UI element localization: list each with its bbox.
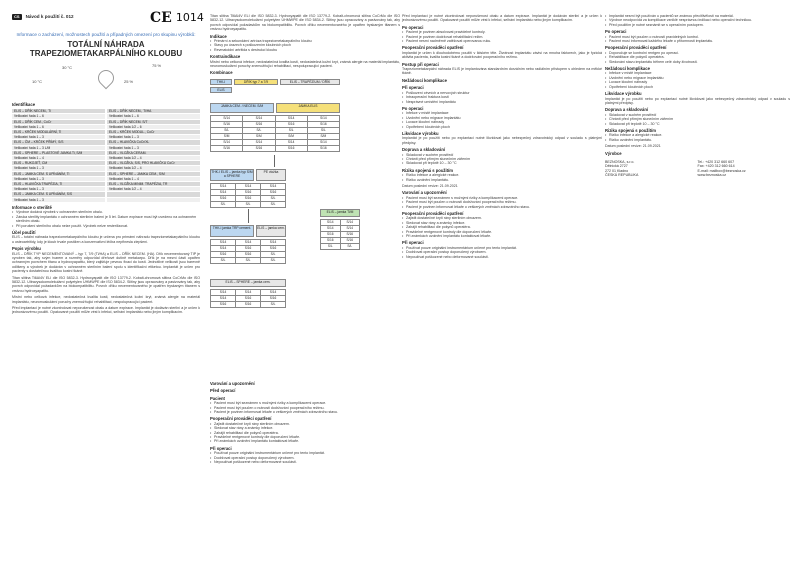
col3-op-list [402, 246, 602, 259]
diagram-cell: S/16 [243, 146, 275, 152]
diagram-cell: S/L [211, 128, 243, 134]
column-2 [210, 14, 400, 559]
warning-heading: Varování a upozornění [210, 380, 255, 386]
complications-sub: Při operaci [402, 85, 424, 91]
identification-cell: Velikostní řada 1 – 4 [107, 177, 200, 181]
diagram-cell: S/16 [341, 238, 361, 244]
warning-item: • Pacient musí být seznámen s možnými riziky a komplikacemi operace. [402, 196, 602, 200]
diagram-cell: S/14 [243, 140, 275, 146]
identification-table [12, 109, 200, 203]
risks-list [402, 173, 602, 182]
operation-item: • Používat pouze originální instrumentárium určené pro tento implantát. [402, 246, 602, 250]
complication-item: • Intraoperační fraktura kosti [402, 95, 602, 99]
col4-disposal-text: Implantát je po použití nebo po explantaci nutné likvidovat jako nebezpečný zdravotnický odpad v souladu s platnými předpisy. [605, 96, 790, 105]
warning-item: • Pacient je povinen informovat lékaře o veškerých změnách zdravotního stavu. [402, 205, 602, 209]
col4-complication-item: • Uvolnění nebo migrace implantátu [605, 76, 790, 80]
humidity-min: 25 % [124, 78, 134, 84]
warning-list [210, 401, 400, 414]
identification-cell: Velikostní řada 1/2 – 4 [107, 187, 200, 191]
diagram-cell: S/14 [211, 290, 236, 296]
col4-complication-item: • Opotřebení kloubních ploch [605, 85, 790, 89]
operation-item: • Používat pouze originální instrumentárium určené pro tento implantát. [210, 451, 400, 455]
diagram-cell: S/16 [211, 196, 236, 202]
diagram-cell: S/16 [243, 122, 275, 128]
humidity-max: 75 % [152, 62, 162, 68]
operation-item: • Dodržovat operační postup doporučený výrobcem. [402, 250, 602, 254]
after-op-item: • Pacient nesmí nadměrně zatěžovat operovanou ruku. [402, 39, 602, 43]
diagram-cell: S/16 [261, 190, 286, 196]
identification-cell: ELIS – KRČEK MODULÁRNÍ, Ti [12, 130, 105, 134]
transport-heading: Doprava a skladování [402, 147, 446, 153]
diagram-green-2: ELIS – jamka Ti/M [320, 209, 360, 217]
diagram-cell: S/16 [211, 146, 243, 152]
procedure-op-heading: Postup při operaci [402, 61, 439, 67]
col4-transport-item: • Chránit před přímým slunečním zářením [605, 117, 790, 121]
complication-item: • Poškození cévních a nervových struktur [402, 91, 602, 95]
identification-cell: ELIS – JAMKA CEM. S UPÍNÁNÍM, S/S [12, 192, 105, 196]
combination-diagram [210, 79, 400, 379]
identification-cell: ELIS – HLAVIČKA TRAPÉZIA, Ti [12, 182, 105, 186]
operation-list [210, 451, 400, 464]
identification-cell: Velikostní řada 1 – 3 [12, 187, 105, 191]
column-4 [605, 14, 790, 559]
identification-cell: ELIS – ČM – KRČEK PŘÍMÝ, S/S [12, 140, 105, 144]
sterility-item: • Výrobce dodává výrobek v ochranném sterilním obalu. [12, 210, 200, 214]
disposal-heading: Likvidace výrobku [402, 130, 439, 136]
identification-cell: ELIS – DŘÍK CEM., CoCr [12, 120, 105, 124]
contact-line: Tel.: +420 312 660 607 [697, 159, 735, 164]
identification-cell: ELIS – DŘÍK NECEM., Ti [12, 109, 105, 113]
risk-item: • Riziko uvolnění implantátu. [402, 178, 602, 182]
identification-cell: Velikostní řada 1 – 3 [12, 135, 105, 139]
transport-item: • Chránit před přímým slunečním zářením [402, 157, 602, 161]
column-3 [402, 14, 602, 559]
diagram-cell: S/14 [243, 116, 275, 122]
purpose-text: ELIS – totální náhrada trapeziometakarpálního kloubu je určena pro primární náhradu trapeziometakarpálního kloubu u osteoartritidy, kdy je kloub trvale postižen a konzervativní léčba nepřinesla zlepšení. [12, 235, 200, 244]
indications-heading: Indikace [210, 33, 227, 39]
identification-cell: Velikostní řada 1 – 6 [12, 125, 105, 129]
diagram-cell: S/M [308, 134, 340, 140]
diagram-size-grid [210, 115, 340, 152]
diagram-cell: S/14 [261, 184, 286, 190]
identification-cell [107, 192, 200, 196]
identification-cell: ELIS – SPHERE – PLASTOVÉ JAMKA Ti, S/M [12, 151, 105, 155]
description-text-4: Před implantací je nutné zkontrolovat neporušenost obalu a datum expirace. Implantát je dodáván sterilní a je určen k jednorázovému použití. Opakované použití může vést k infekci, selhání implantátu nebo jiným komplikacím. [12, 306, 200, 315]
warning-patient: Pacient [210, 395, 225, 401]
contact-line: Fax: +420 312 660 614 [697, 164, 735, 169]
diagram-cell: S/14 [211, 184, 236, 190]
diagram-cell: S/14 [341, 226, 361, 232]
diagram-cell: S/14 [321, 226, 341, 232]
col4-transport-item: • Skladovat v suchém prostředí [605, 113, 790, 117]
indication-item: • Revmatoidní artritida s destrukcí kloubu [210, 48, 400, 52]
diagram-cell: S/16 [341, 232, 361, 238]
col4-after-list [605, 35, 790, 44]
identification-cell: ELIS – RUKOJEŤ, CM [12, 161, 105, 165]
after-op-list [402, 30, 602, 43]
col4-proc-item: • Doporučuje se kontrolní rentgen po operaci. [605, 51, 790, 55]
diagram-cell: S/16 [236, 190, 261, 196]
col4-item: • Výrobce neodpovídá za komplikace vzniklé nesprávnou indikací nebo operační technikou. [605, 18, 790, 22]
diagram-cell: S/L [261, 196, 286, 202]
diagram-cell: S/16 [236, 302, 261, 308]
procedure-item: • Sledovat stav rány a známky infekce. [210, 426, 400, 430]
identification-cell: Velikostní řada 1 – 4 [12, 156, 105, 160]
diagram-cell: S/14 [341, 220, 361, 226]
operation-item: • Dodržovat operační postup doporučený výrobcem. [210, 456, 400, 460]
diagram-cell: S/14 [211, 140, 243, 146]
diagram-cell: S/L [236, 258, 261, 264]
purpose-heading: Účel použití [12, 229, 36, 235]
ce-marking [150, 10, 204, 26]
diagram-cell: S/L [308, 128, 340, 134]
diagram-cell: S/L [236, 202, 261, 208]
identification-cell: Velikostní řada 1 – 3 [107, 135, 200, 139]
manufacturer-block [605, 160, 790, 178]
diagram-cell: S/14 [236, 240, 261, 246]
post-complications-sub: Po operaci [402, 105, 424, 111]
diagram-cell: S/M [276, 134, 308, 140]
identification-cell: Velikostní řada 1 – 6 [12, 114, 105, 118]
diagram-cell: S/16 [276, 122, 308, 128]
col4-proc-item: • Rehabilitace dle pokynů operatéra. [605, 55, 790, 59]
diagram-cell: S/L [261, 258, 286, 264]
col4-complication-item: • Infekce v místě implantace [605, 71, 790, 75]
diagram-cell: S/16 [321, 238, 341, 244]
col3-proc-list [402, 216, 602, 238]
diagram-cell: S/L [321, 244, 341, 250]
procedure-item: • Při známkách uvolnění implantátu kontaktovat lékaře. [402, 234, 602, 238]
diagram-cell: S/16 [236, 196, 261, 202]
contraindications-heading: Kontraindikace [210, 54, 241, 60]
identification-cell: ELIS – VLOŽKA MINIM. TRAPÉZIA, TR [107, 182, 200, 186]
diagram-cell: S/16 [321, 232, 341, 238]
manufacturer-line: ČESKÁ REPUBLIKA [605, 173, 639, 178]
risk-item: • Riziko infekce a alergické reakce. [402, 173, 602, 177]
notified-body-number: 1014 [175, 11, 204, 24]
diagram-cell: S/14 [236, 290, 261, 296]
procedure-op-text: Trapeziometakarpální náhrada ELIS je implantována standardním dorzálním nebo radiálním přístupem s ohledem na měkké tkáně. [402, 67, 602, 76]
transport-list [402, 153, 602, 166]
col4-proc-item: • Sledování stavu implantátu během celé doby životnosti. [605, 60, 790, 64]
diagram-cell: S/L [261, 202, 286, 208]
revision-date: Datum poslední revize: 21.09.2021 [402, 184, 458, 188]
col3-op-heading: Při operaci [402, 240, 424, 246]
humidity-icon [95, 66, 118, 89]
col4-transport-heading: Doprava a skladování [605, 107, 649, 113]
diagram-cell: S/14 [261, 290, 286, 296]
diagram-cell: S/14 [276, 116, 308, 122]
procedure-item: • Pravidelné rentgenové kontroly dle doporučení lékaře. [402, 230, 602, 234]
diagram-cell: S/14 [276, 140, 308, 146]
identification-cell: Velikostní řada 1 – 3 [12, 166, 105, 170]
diagram-bottom: ELIS – SPHERE – jamka cem. [210, 279, 286, 287]
care-text: Implantát je určen k dlouhodobému použití v lidském těle. Životnost implantátu závisí na mnoha faktorech, jako je fyzická aktivita pacienta, kvalita kostní tkáně a dodržování pooperačního režimu. [402, 50, 602, 60]
diagram-low-left: THK-I jamka TRP cement. [210, 225, 254, 237]
operation-item: • Nepoužívat poškozené nebo deformované součásti. [210, 460, 400, 464]
identification-cell: ELIS – JAMKA CEM. S UPÍNÁNÍM, Ti [12, 172, 105, 176]
transport-item: • Skladovat v suchém prostředí [402, 153, 602, 157]
identification-cell: ELIS – DŘÍK NECEM. S/T [107, 120, 200, 124]
diagram-cell: S/14 [211, 190, 236, 196]
diagram-thk-label: THK-I [210, 79, 232, 85]
identification-cell: Velikostní řada 1/2 – 4 [107, 156, 200, 160]
identification-cell: ELIS – VLOŽKA, S/S, PRO HLAVIČKU CoCr [107, 161, 200, 165]
diagram-cell: S/16 [276, 146, 308, 152]
post-complication-item: • Opotřebení kloubních ploch [402, 125, 602, 129]
description-heading: Popis výrobku [12, 246, 41, 252]
procedure-item: • Sledovat stav rány a známky infekce. [402, 221, 602, 225]
diagram-cell: S/16 [308, 122, 340, 128]
diagram-cell: S/16 [236, 252, 261, 258]
product-title: TOTÁLNÍ NÁHRADA TRAPEZIOMETAKARPÁLNÍHO KLOUBU [29, 39, 183, 58]
operation-item: • Nepoužívat poškozené nebo deformované součásti. [402, 255, 602, 259]
diagram-cell: S/16 [236, 246, 261, 252]
identification-cell: ELIS – KRČEK MODUL., CoCr [107, 130, 200, 134]
after-op-heading: Po operaci [402, 24, 424, 30]
diagram-cell: S/14 [261, 240, 286, 246]
col4-disposal-heading: Likvidace výrobku [605, 91, 642, 97]
diagram-cell: S/L [341, 244, 361, 250]
identification-cell: Velikostní řada 1 – 6 [107, 114, 200, 118]
sterility-list [12, 210, 200, 228]
diagram-size-grid-4 [320, 219, 360, 250]
procedure-item: • Zahájit rehabilitaci dle pokynů operatéra. [210, 431, 400, 435]
diagram-mid-left: THK-I ELIS – jamka typ S/M a SPHERE [210, 169, 254, 181]
identification-cell: Velikostní řada 1/2 – 4 [107, 166, 200, 170]
col4-revision-date: Datum poslední revize: 21.09.2021 [605, 144, 661, 149]
procedure-item: • Při známkách uvolnění implantátu kontaktovat lékaře. [210, 439, 400, 443]
diagram-cell: S/L [261, 302, 286, 308]
manufacturer-line: BEZNOSKA, s.r.o. [605, 159, 635, 164]
warning-item: • Pacient musí být poučen o nutnosti dodržování pooperačního režimu. [210, 406, 400, 410]
col4-transport-list [605, 113, 790, 126]
description-text-3: Místní nebo celková infekce, nedostatečná kvalita kosti, nedostatečná kožní kryt, známá alergie na materiál implantátu, neuromuskulární poruchy znemožňující rehabilitaci, nespolupracující pacient. [12, 295, 200, 304]
diagram-cell: S/16 [261, 296, 286, 302]
col4-proc-list [605, 51, 790, 64]
warning-item: • Pacient musí být poučen o nutnosti dodržování pooperačního režimu. [402, 200, 602, 204]
post-complication-item: • Infekce v místě implantace [402, 111, 602, 115]
contraindications-text: Místní nebo celková infekce, nedostatečná kvalita kosti, nedostatečná kožní kryt, známá alergie na materiál implantátu, neuromuskulární poruchy znemožňující rehabilitaci, nespolupracující pacient. [210, 59, 400, 69]
diagram-size-grid-5 [210, 289, 286, 308]
sterility-item: • Při porušení sterilního obalu nelze použít. Výrobek nelze resterilizovat. [12, 224, 200, 228]
identification-cell: ELIS – SPHERE – JAMKA CEM., S/M [107, 172, 200, 176]
sterility-heading: Informace o sterilitě [12, 204, 52, 210]
complication-item: • Nesprávné umístění implantátu [402, 100, 602, 104]
procedure-item: • Zajistit dostatečné krytí rány sterilním obvazem. [402, 216, 602, 220]
diagram-elis-label: ELIS [210, 87, 232, 93]
warning-item: • Pacient musí být seznámen s možnými riziky a komplikacemi operace. [210, 401, 400, 405]
intro-text: Informace o zacházení, možnostech použití a případných omezení pro skupinu výrobků: [16, 32, 196, 38]
diagram-cell: S/14 [211, 116, 243, 122]
diagram-cell: S/L [211, 202, 236, 208]
post-complications-list [402, 111, 602, 129]
diagram-cell: S/14 [211, 296, 236, 302]
post-complication-item: • Luxace kloubní náhrady [402, 120, 602, 124]
identification-cell: Velikostní řada 1 – 3 L/M [12, 146, 105, 150]
col4-item: • Před použitím je nutné seznámit se s operačním postupem. [605, 23, 790, 27]
diagram-cell: S/16 [211, 122, 243, 128]
description-text: ELIS – DŘÍK TYP NECEMENTOVANÝ – typ 7, 7/9 (Ti/HA) a ELIS – DŘÍK NECEM. (HA). Dřík necementovaný TIP je vyroben tak, aby svým tvarem a rozměry odpovídal dřeňové dutině metakarpu. Dřík je na mezní části opatřen ochranným povrchem titanu a hydroxyapatitu, který zajišťuje pevnou fixaci do kosti. Jednotlivé velikosti jsou barevně odlišeny a výrobek je dodáván v ochranném sterilním balení spolu s identifikační etiketou. Implantát je určen pro pacienty s dostatečnou kvalitou kostní tkáně. [12, 251, 200, 274]
manufacturer-line: Dělnická 2727 [605, 164, 628, 169]
col4-risk-item: • Riziko uvolnění implantátu. [605, 138, 790, 142]
procedure-item: • Zajistit dostatečné krytí rány sterilním obvazem. [210, 422, 400, 426]
identification-cell: Velikostní řada 1 – 3 [12, 177, 105, 181]
column-1 [12, 10, 204, 559]
materials-text: Titan slitina Ti6Al4V ELI dle ISO 5832-3. Hydroxyapatit dle ISO 13779-2. Kobalt-chromová slitina CoCrMo dle ISO 5832-12. Ultravysokomolekulární polyetylen UHMWPE dle ISO 5834-2. Slitiny jsou opracovány a pasivovány tak, aby povrch odpovídal požadavkům na biokompatibilitu. Povrch dříku necementovaného je opatřen tryskaným titanem s vrstvou hydroxyapatitu. [210, 14, 400, 32]
diagram-cell: S/M [243, 134, 275, 140]
col4-complications-list [605, 71, 790, 89]
diagram-cell: S/L [276, 128, 308, 134]
identification-cell: Velikostní řada 1 – 3 [12, 198, 105, 202]
instructions-title: Návod k použití č. 012 [25, 14, 74, 19]
ce-mark: CE [150, 10, 172, 26]
diagram-arrow-1 [274, 155, 275, 167]
language-code: CS [14, 14, 20, 19]
procedure-item: • Pravidelné rentgenové kontroly dle doporučení lékaře. [210, 435, 400, 439]
transport-item: • Skladovat při teplotě 10 – 30 °C [402, 161, 602, 165]
diagram-cell: S/16 [211, 302, 236, 308]
description-text-2: Titan slitina Ti6Al4V ELI dle ISO 5832-3. Hydroxyapatit dle ISO 13779-2. Kobalt-chromová slitina CoCrMo dle ISO 5832-12. Ultravysokomolekulární polyetylen UHMWPE dle ISO 5834-2. Slitiny jsou opracovány a pasivovány tak, aby povrch odpovídal požadavkům na biokompatibilitu. Povrch dříku necementovaného je opatřen tryskaným titanem s vrstvou hydroxyapatitu. [12, 275, 200, 293]
manufacturer-contact [698, 160, 791, 178]
manufacturer-line: 272 01 Kladno [605, 168, 629, 173]
diagram-cell: S/16 [308, 146, 340, 152]
diagram-arrow-2 [248, 209, 249, 223]
indications-list [210, 39, 400, 52]
diagram-cell: S/M [211, 134, 243, 140]
col3-proc-heading: Pooperační prováděcí opatření [402, 211, 464, 217]
risks-heading: Rizika spojená s použitím [402, 167, 453, 173]
manufacturer-address [605, 160, 698, 178]
indication-item: • Primární a sekundární artróza trapeziometakarpálního kloubu [210, 39, 400, 43]
diagram-cell: S/14 [236, 184, 261, 190]
diagram-cell: S/14 [321, 220, 341, 226]
after-op-item: • Pacient je povinen dodržovat rehabilitační režim. [402, 35, 602, 39]
diagram-cup-header: JAMKA CEM. / NECEM. S/M [210, 103, 274, 113]
identification-cell: ELIS – VLOŽKA CERAM. [107, 151, 200, 155]
diagram-low-right: ELIS – jamka cem. [256, 225, 286, 237]
identification-cell: Velikostní řada 1/2 – 6 [107, 125, 200, 129]
diagram-stem-label: DŘÍK typ 7 a 7/9 [234, 79, 278, 85]
diagram-size-grid-3 [210, 239, 286, 264]
col4-risks-heading: Rizika spojená s použitím [605, 127, 656, 133]
identification-cell: ELIS – HLAVIČKA CoCr/XL [107, 140, 200, 144]
care-heading: Pooperační prováděcí opatření [402, 45, 464, 51]
contact-line: www.beznoska.cz [697, 173, 727, 178]
diagram-cell: S/16 [211, 252, 236, 258]
col4-after-item: • Pacient musí být poučen o nutnosti pravidelných kontrol. [605, 35, 790, 39]
diagram-cell: S/14 [211, 246, 236, 252]
diagram-trapezium-label: ELIS – TRAPÉZIUM / DŘÍK [280, 79, 340, 85]
col4-risk-item: • Riziko infekce a alergické reakce. [605, 133, 790, 137]
after-op-item: • Pacient je povinen absolvovat pravidelné kontroly. [402, 30, 602, 34]
warning-item: • Pacient je povinen informovat lékaře o veškerých změnách zdravotního stavu. [210, 410, 400, 414]
col3-warning-heading: Varování a upozornění [402, 190, 447, 196]
post-complication-item: • Uvolnění nebo migrace implantátu [402, 116, 602, 120]
complications-heading: Nežádoucí komplikace [402, 77, 447, 83]
col4-after-item: • Pacient musí informovat každého lékaře o přítomnosti implantátu. [605, 39, 790, 43]
col4-after-heading: Po operaci [605, 29, 627, 35]
col4-transport-item: • Skladovat při teplotě 10 – 30 °C [605, 122, 790, 126]
warning-sub: Před operací [210, 388, 236, 394]
col4-complication-item: • Luxace kloubní náhrady [605, 80, 790, 84]
procedure-list [210, 422, 400, 444]
diagram-cell: S/14 [308, 116, 340, 122]
col3-intro: Před implantací je nutné zkontrolovat neporušenost obalu a datum expirace. Implantát je dodáván sterilní a je určen k jednorázovému použití. Opakované použití může vést k infekci, selhání implantátu nebo jiným komplikacím. [402, 14, 602, 23]
procedure-heading: Pooperační prováděcí opatření [210, 416, 272, 422]
indication-item: • Stavy po úrazech s poškozením kloubních ploch [210, 43, 400, 47]
col4-risks-list [605, 133, 790, 142]
identification-cell: Velikostní řada 1 – 3 [107, 146, 200, 150]
disposal-text: Implantát je po použití nebo po explantaci nutné likvidovat jako nebezpečný zdravotnický odpad v souladu s platnými předpisy. [402, 136, 602, 145]
sterility-item: • Záruka sterility implantátu v ochranném sterilním balení je 5 let. Datum expirace musí být uvedeno na ochranném sterilním obalu. [12, 215, 200, 224]
col4-list [605, 14, 790, 27]
diagram-cell: S/L [261, 252, 286, 258]
col4-proc-heading: Pooperační prováděcí opatření [605, 45, 667, 51]
identification-cell: ELIS – DŘÍK NECEM., Ti/HA [107, 109, 200, 113]
diagram-mid-right: PE vložka [256, 169, 286, 181]
diagram-cell: S/14 [211, 240, 236, 246]
operation-heading: Při operaci [210, 445, 232, 451]
col4-complications-heading: Nežádoucí komplikace [605, 66, 650, 72]
contact-line: E-mail: mailbox@beznoska.cz [697, 168, 746, 173]
diagram-cell: S/14 [308, 140, 340, 146]
col3-warning-list [402, 196, 602, 209]
diagram-cell: S/16 [261, 246, 286, 252]
diagram-cell: S/L [243, 128, 275, 134]
temp-min: 10 °C [32, 78, 43, 84]
complications-list [402, 91, 602, 104]
identification-cell [107, 198, 200, 202]
col4-item: • Implantát nesmí být používán u pacientů se známou přecitlivělostí na materiál. [605, 14, 790, 18]
diagram-cell: S/L [211, 258, 236, 264]
temp-max: 30 °C [62, 64, 73, 70]
diagram-cell: S/16 [236, 296, 261, 302]
manufacturer-heading: Výrobce [605, 150, 622, 156]
combination-heading: Kombinace [210, 70, 233, 76]
procedure-item: • Zahájit rehabilitaci dle pokynů operatéra. [402, 225, 602, 229]
diagram-elis-cup-header: JAMKA ELIS [276, 103, 340, 113]
storage-conditions [12, 62, 200, 100]
diagram-size-grid-2 [210, 183, 286, 208]
identification-heading: Identifikace [12, 101, 36, 107]
